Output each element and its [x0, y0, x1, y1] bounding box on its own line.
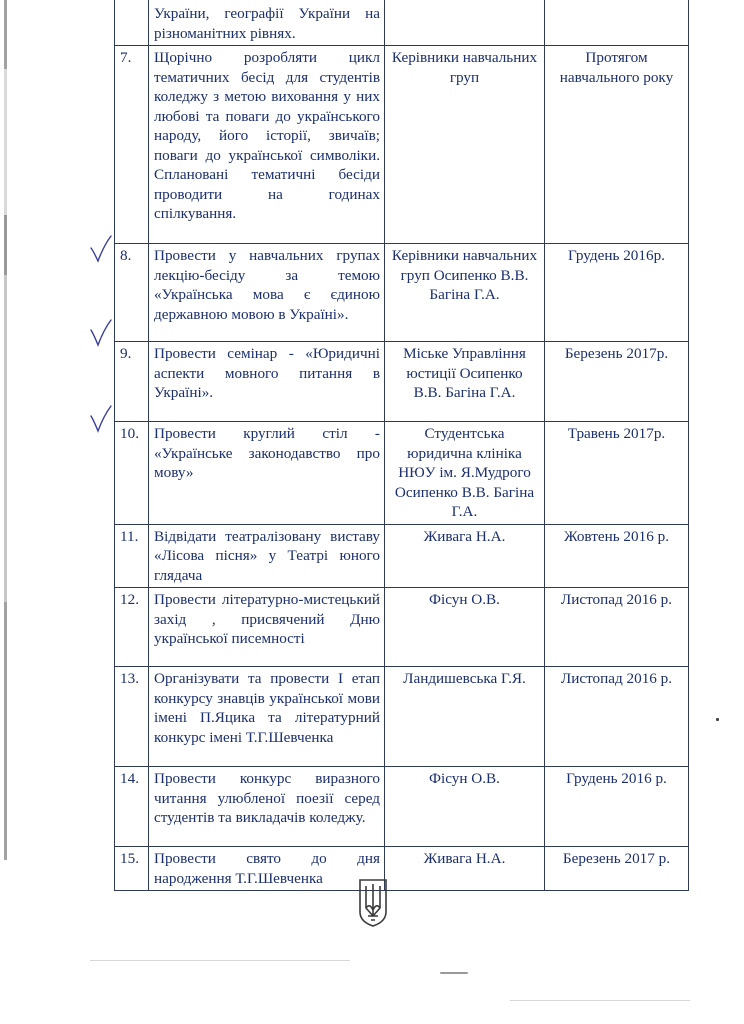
event-description: Провести у навчальних групах лекцію-бесіду за темою «Українська мова є єдиною державною мовою в Україні». — [149, 244, 385, 342]
deadline: Грудень 2016 р. — [545, 767, 689, 847]
event-description: Організувати та провести І етап конкурсу знавців української мови імені П.Яцика та літературний конкурс імені Т.Г.Шевченка — [149, 667, 385, 767]
responsible-person: Міське Управління юстиції Осипенко В.В. Багіна Г.А. — [385, 342, 545, 422]
responsible-person: Студентська юридична клініка НЮУ ім. Я.Мудрого Осипенко В.В. Багіна Г.А. — [385, 422, 545, 525]
event-description: Відвідати театралізовану виставу «Лісова пісня» у Театрі юного глядача — [149, 524, 385, 588]
event-description: Провести літературно-мистецький захід , присвячений Дню української писемності — [149, 588, 385, 667]
table-row — [115, 667, 689, 767]
row-number: 8. — [115, 244, 149, 342]
scan-edge-shadow — [4, 0, 7, 860]
responsible-person: Живага Н.А. — [385, 847, 545, 891]
responsible-person: Ландишевська Г.Я. — [385, 667, 545, 767]
table-row — [115, 524, 689, 588]
deadline: Березень 2017р. — [545, 342, 689, 422]
responsible-person: Фісун О.В. — [385, 767, 545, 847]
scan-speck — [716, 718, 719, 721]
row-number: 14. — [115, 767, 149, 847]
deadline: Грудень 2016р. — [545, 244, 689, 342]
row-number: 10. — [115, 422, 149, 525]
table-row — [115, 767, 689, 847]
scan-speck — [440, 972, 468, 974]
responsible-person: Керівники навчальних груп — [385, 46, 545, 244]
table-row — [115, 46, 689, 244]
deadline: Березень 2017 р. — [545, 847, 689, 891]
responsible-person: Живага Н.А. — [385, 524, 545, 588]
responsible-person: Керівники навчальних груп Осипенко В.В. Багіна Г.А. — [385, 244, 545, 342]
table-row — [115, 422, 689, 525]
deadline: Протягом навчального року — [545, 46, 689, 244]
deadline: Жовтень 2016 р. — [545, 524, 689, 588]
row-number: 11. — [115, 524, 149, 588]
event-description: Провести семінар - «Юридичні аспекти мовного питання в Україні». — [149, 342, 385, 422]
deadline: Листопад 2016 р. — [545, 667, 689, 767]
row-number: 15. — [115, 847, 149, 891]
table-row — [115, 342, 689, 422]
checkmark-icon — [88, 404, 114, 434]
event-description: Провести круглий стіл - «Українське законодавство про мову» — [149, 422, 385, 525]
deadline: Травень 2017р. — [545, 422, 689, 525]
table-row — [115, 588, 689, 667]
event-description: Провести конкурс виразного читання улюбленої поезії серед студентів та викладачів коледжу. — [149, 767, 385, 847]
row-number: 9. — [115, 342, 149, 422]
scan-line — [510, 1000, 690, 1001]
table-row — [115, 244, 689, 342]
row-number: 13. — [115, 667, 149, 767]
row-number — [115, 0, 149, 46]
table-row — [115, 0, 689, 46]
checkmark-icon — [88, 318, 114, 348]
event-description: України, географії України на різноманітних рівнях. — [149, 0, 385, 46]
deadline: Листопад 2016 р. — [545, 588, 689, 667]
responsible-person: Фісун О.В. — [385, 588, 545, 667]
deadline — [545, 0, 689, 46]
scan-line — [90, 960, 350, 961]
row-number: 12. — [115, 588, 149, 667]
checkmark-icon — [88, 234, 114, 264]
events-plan-table — [114, 0, 689, 891]
event-description: Провести свято до дня народження Т.Г.Шевченка — [149, 847, 385, 891]
trident-emblem-icon — [355, 876, 391, 928]
responsible-person — [385, 0, 545, 46]
event-description: Щорічно розробляти цикл тематичних бесід для студентів коледжу з метою виховання у них любові та поваги до українського народу, його історії, звичаїв; поваги до української символіки. Сплановані тематичні бесіди проводити на годинах спілкування. — [149, 46, 385, 244]
row-number: 7. — [115, 46, 149, 244]
table-row — [115, 847, 689, 891]
